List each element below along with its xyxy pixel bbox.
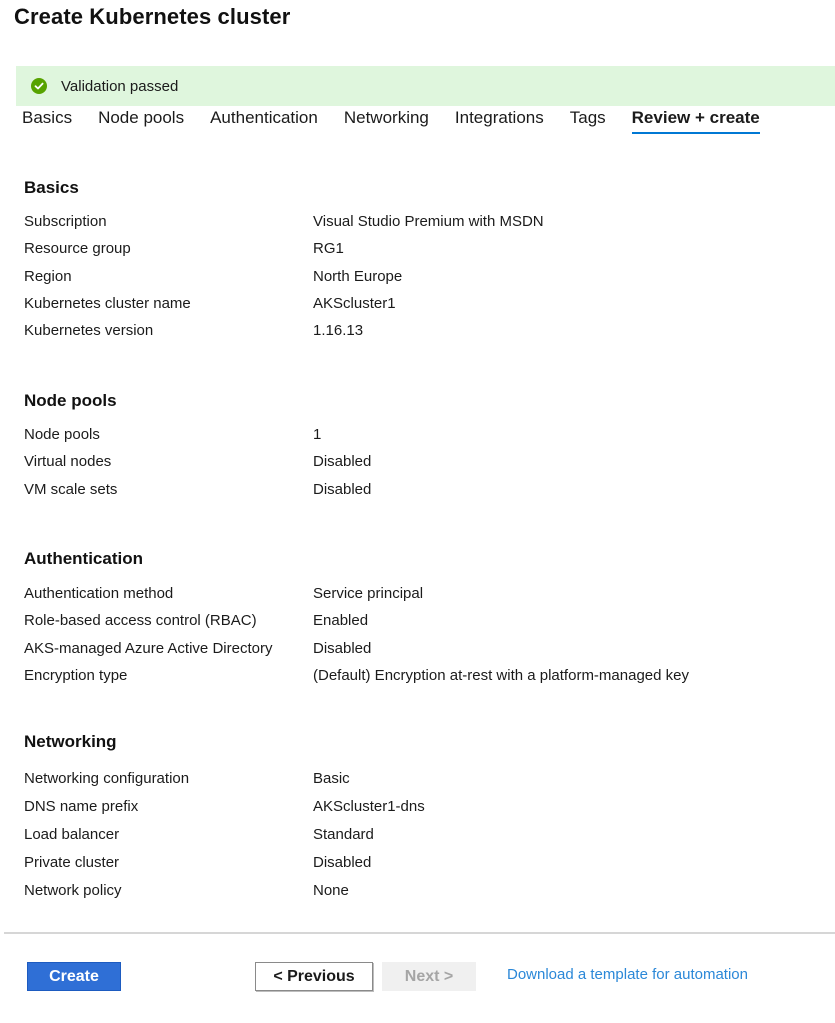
section-title: Node pools: [24, 391, 117, 410]
page-title: Create Kubernetes cluster: [14, 4, 291, 29]
summary-row: [24, 848, 814, 876]
summary-row: [24, 290, 814, 317]
row-value: (Default) Encryption at-rest with a platform-managed key: [313, 667, 689, 685]
row-value: AKScluster1: [313, 295, 396, 313]
download-template-link[interactable]: Download a template for automation: [507, 966, 748, 983]
row-label: Region: [24, 267, 72, 285]
summary-row: [24, 208, 814, 235]
summary-row: [24, 317, 814, 344]
summary-row: [24, 792, 814, 820]
row-value: AKScluster1-dns: [313, 797, 425, 815]
row-label: Authentication method: [24, 585, 174, 603]
summary-row: [24, 448, 814, 475]
row-value: Disabled: [313, 480, 372, 498]
summary-row: [24, 580, 814, 607]
tab-networking[interactable]: Networking: [343, 108, 429, 127]
summary-row: [24, 764, 814, 792]
row-label: Load balancer: [24, 825, 120, 843]
section-authentication: [24, 549, 814, 689]
create-button[interactable]: Create: [27, 962, 121, 991]
row-label: Virtual nodes: [24, 453, 112, 471]
previous-button[interactable]: < Previous: [255, 962, 373, 991]
row-value: None: [313, 881, 349, 899]
row-value: Service principal: [313, 585, 424, 603]
tab-review-create[interactable]: Review + create: [632, 108, 760, 134]
section-basics: [24, 178, 814, 344]
tab-tags[interactable]: Tags: [569, 108, 606, 127]
summary-row: [24, 662, 814, 689]
section-title: Networking: [24, 732, 117, 751]
row-label: VM scale sets: [24, 480, 118, 498]
row-label: Subscription: [24, 213, 107, 231]
section-node-pools: [24, 391, 814, 503]
tab-authentication[interactable]: Authentication: [210, 108, 318, 127]
row-label: Private cluster: [24, 853, 120, 871]
row-value: Basic: [313, 769, 350, 787]
check-circle-icon: [31, 78, 47, 94]
row-value: Standard: [313, 825, 374, 843]
row-label: Kubernetes cluster name: [24, 295, 191, 313]
row-label: Encryption type: [24, 667, 128, 685]
section-title: Basics: [24, 178, 79, 197]
row-label: Role-based access control (RBAC): [24, 612, 257, 630]
tab-basics[interactable]: Basics: [22, 108, 73, 127]
summary-row: [24, 476, 814, 503]
wizard-tabs: [22, 108, 786, 134]
next-button[interactable]: Next >: [382, 962, 476, 991]
row-value: Visual Studio Premium with MSDN: [313, 213, 544, 231]
row-value: Disabled: [313, 853, 372, 871]
validation-banner: [16, 66, 835, 106]
row-value: 1: [313, 426, 322, 444]
tab-integrations[interactable]: Integrations: [454, 108, 544, 127]
section-title: Authentication: [24, 549, 143, 568]
row-label: Networking configuration: [24, 769, 190, 787]
summary-row: [24, 876, 814, 904]
summary-row: [24, 263, 814, 290]
footer-divider: [4, 932, 835, 934]
row-label: Kubernetes version: [24, 322, 154, 340]
row-label: Resource group: [24, 240, 131, 258]
row-value: Enabled: [313, 612, 369, 630]
row-label: Node pools: [24, 426, 100, 444]
row-label: AKS-managed Azure Active Directory: [24, 639, 273, 657]
row-value: RG1: [313, 240, 344, 258]
section-networking: [24, 732, 814, 904]
row-value: Disabled: [313, 453, 372, 471]
row-label: Network policy: [24, 881, 122, 899]
row-value: 1.16.13: [313, 322, 364, 340]
row-value: North Europe: [313, 267, 403, 285]
summary-row: [24, 235, 814, 262]
summary-row: [24, 820, 814, 848]
summary-row: [24, 607, 814, 634]
summary-row: [24, 635, 814, 662]
tab-node-pools[interactable]: Node pools: [98, 108, 185, 127]
summary-row: [24, 421, 814, 448]
validation-message: Validation passed: [61, 77, 179, 95]
row-label: DNS name prefix: [24, 797, 139, 815]
row-value: Disabled: [313, 639, 372, 657]
